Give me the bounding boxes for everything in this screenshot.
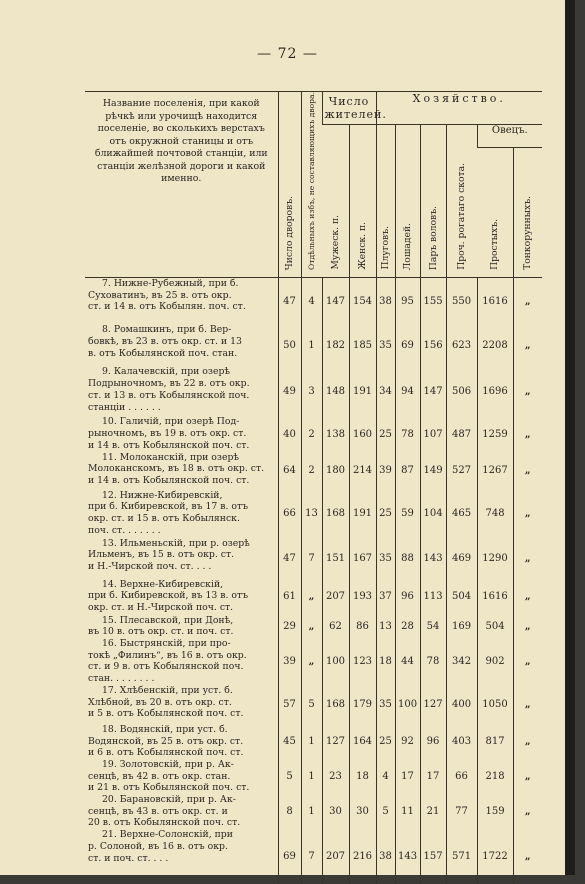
- cell-tonk: „: [513, 366, 542, 416]
- cell-prost: 748: [477, 490, 513, 538]
- header-plugov: Плуговъ.: [376, 125, 395, 278]
- cell-proch: 527: [446, 452, 477, 490]
- cell-muzh: 23: [322, 759, 349, 794]
- cell-otdel: 5: [301, 685, 322, 724]
- description-line: бовкѣ, въ 23 в. отъ окр. ст. и 13: [88, 336, 242, 348]
- cell-plugov: 5: [376, 794, 395, 829]
- settlement-description: [85, 638, 278, 685]
- description-line: ст. и 14 в. отъ Кобылян. поч. ст.: [88, 301, 246, 313]
- cell-otdel: 13: [301, 490, 322, 538]
- cell-volov: 21: [420, 794, 446, 829]
- description-line: и 21 в. отъ Кобылянской поч. ст.: [88, 782, 250, 794]
- settlement-description: [85, 366, 278, 416]
- description-line: Ильменъ, въ 15 в. отъ окр. ст.: [88, 549, 235, 561]
- table-row: [85, 452, 542, 490]
- table-row: [85, 759, 542, 794]
- cell-muzh: 148: [322, 366, 349, 416]
- cell-dvorov: 45: [278, 724, 301, 759]
- table-row: [85, 324, 542, 366]
- cell-plugov: 38: [376, 829, 395, 884]
- description-line: сенцѣ, въ 42 в. отъ окр. стан.: [88, 770, 231, 782]
- cell-dvorov: 47: [278, 277, 301, 324]
- cell-zhen: 185: [349, 324, 376, 366]
- cell-tonk: „: [513, 794, 542, 829]
- cell-proch: 465: [446, 490, 477, 538]
- cell-zhen: 216: [349, 829, 376, 884]
- description-line: 9. Калачевскій, при озерѣ: [102, 366, 231, 378]
- cell-tonk: „: [513, 579, 542, 615]
- cell-zhen: 191: [349, 490, 376, 538]
- description-line: 12. Нижне-Кибиревскій,: [102, 489, 223, 501]
- description-line: 14. Верхне-Кибиревскій,: [102, 578, 224, 590]
- description-line: 15. Плесавской, при Донѣ,: [102, 614, 234, 626]
- cell-tonk: „: [513, 759, 542, 794]
- cell-losh: 95: [395, 277, 420, 324]
- cell-tonk: „: [513, 615, 542, 638]
- cell-prost: 159: [477, 794, 513, 829]
- description-line: р. Солоной, въ 16 в. отъ окр.: [88, 840, 228, 852]
- cell-plugov: 25: [376, 724, 395, 759]
- description-line: 11. Молоканскій, при озерѣ: [102, 451, 240, 463]
- cell-losh: 11: [395, 794, 420, 829]
- table-row: [85, 416, 542, 451]
- cell-dvorov: 61: [278, 579, 301, 615]
- description-line: окр. ст. и 15 в. отъ Кобылянск.: [88, 512, 240, 524]
- cell-losh: 143: [395, 829, 420, 884]
- cell-otdel: 2: [301, 416, 322, 451]
- cell-muzh: 62: [322, 615, 349, 638]
- settlement-description: [85, 490, 278, 538]
- cell-proch: 506: [446, 366, 477, 416]
- cell-muzh: 168: [322, 685, 349, 724]
- description-line: 20 в. отъ Кобылянской поч. ст.: [88, 817, 241, 829]
- header-prostykh: Простыхъ.: [477, 147, 513, 277]
- description-line: стан. . . . . . . .: [88, 673, 155, 685]
- table-row: [85, 724, 542, 759]
- cell-zhen: 179: [349, 685, 376, 724]
- cell-losh: 59: [395, 490, 420, 538]
- cell-plugov: 25: [376, 416, 395, 451]
- cell-dvorov: 8: [278, 794, 301, 829]
- cell-muzh: 180: [322, 452, 349, 490]
- cell-tonk: „: [513, 490, 542, 538]
- cell-plugov: 35: [376, 685, 395, 724]
- header-loshadey: Лошадей.: [395, 125, 420, 278]
- cell-proch: 623: [446, 324, 477, 366]
- header-otdelnykh-izb: Отдѣльныхъ избъ, не составляющихъ двора.: [301, 92, 322, 278]
- cell-muzh: 127: [322, 724, 349, 759]
- cell-otdel: 1: [301, 759, 322, 794]
- cell-plugov: 38: [376, 277, 395, 324]
- description-line: сенцѣ, въ 43 в. отъ окр. ст. и: [88, 805, 228, 817]
- cell-otdel: „: [301, 579, 322, 615]
- settlement-description: [85, 685, 278, 724]
- description-line: 20. Барановскій, при р. Ак-: [102, 794, 236, 806]
- cell-plugov: 37: [376, 579, 395, 615]
- description-line: при б. Кибиревской, въ 13 в. отъ: [88, 590, 249, 602]
- cell-proch: 403: [446, 724, 477, 759]
- description-line: 13. Ильменьскій, при р. озерѣ: [102, 537, 250, 549]
- cell-plugov: 25: [376, 490, 395, 538]
- cell-prost: 1696: [477, 366, 513, 416]
- cell-plugov: 39: [376, 452, 395, 490]
- cell-volov: 54: [420, 615, 446, 638]
- cell-zhen: 214: [349, 452, 376, 490]
- description-line: Водянской, въ 25 в. отъ окр. ст.: [88, 735, 244, 747]
- header-tonkorunnykh: Тонкорунныхъ.: [513, 147, 542, 277]
- cell-losh: 100: [395, 685, 420, 724]
- cell-proch: 550: [446, 277, 477, 324]
- table-row: [85, 615, 542, 638]
- cell-prost: 1267: [477, 452, 513, 490]
- table-row: [85, 579, 542, 615]
- cell-plugov: 34: [376, 366, 395, 416]
- table-row: [85, 277, 542, 324]
- cell-losh: 88: [395, 538, 420, 579]
- description-line: и 14 в. отъ Кобылянской поч. ст.: [88, 439, 250, 451]
- cell-proch: 169: [446, 615, 477, 638]
- cell-plugov: 35: [376, 324, 395, 366]
- cell-proch: 504: [446, 579, 477, 615]
- cell-losh: 28: [395, 615, 420, 638]
- cell-otdel: 7: [301, 538, 322, 579]
- cell-proch: 77: [446, 794, 477, 829]
- cell-muzh: 151: [322, 538, 349, 579]
- header-volov: Паръ воловъ.: [420, 125, 446, 278]
- table-row: [85, 685, 542, 724]
- settlement-description: [85, 416, 278, 451]
- page-edge: [565, 0, 575, 875]
- cell-tonk: „: [513, 324, 542, 366]
- cell-zhen: 86: [349, 615, 376, 638]
- table-row: [85, 490, 542, 538]
- cell-plugov: 18: [376, 638, 395, 685]
- cell-otdel: 1: [301, 794, 322, 829]
- cell-muzh: 207: [322, 829, 349, 884]
- cell-muzh: 138: [322, 416, 349, 451]
- cell-losh: 94: [395, 366, 420, 416]
- cell-prost: 218: [477, 759, 513, 794]
- cell-otdel: 3: [301, 366, 322, 416]
- cell-prost: 504: [477, 615, 513, 638]
- cell-proch: 487: [446, 416, 477, 451]
- description-line: поч. ст. . . . . . .: [88, 524, 161, 536]
- cell-losh: 69: [395, 324, 420, 366]
- description-line: при б. Кибиревской, въ 17 в. отъ: [88, 501, 249, 513]
- description-line: 10. Галичій, при озерѣ Под-: [102, 416, 240, 428]
- cell-losh: 78: [395, 416, 420, 451]
- description-line: и 5 в. отъ Кобылянской поч. ст.: [88, 708, 244, 720]
- description-line: Хлѣбной, въ 20 в. отъ окр. ст.: [88, 696, 232, 708]
- settlement-description: [85, 579, 278, 615]
- settlement-description: [85, 759, 278, 794]
- description-line: Подрыночномъ, въ 22 в. отъ окр.: [88, 378, 250, 390]
- description-line: станціи . . . . . .: [88, 401, 161, 413]
- cell-dvorov: 66: [278, 490, 301, 538]
- description-line: 7. Нижне-Рубежный, при б.: [102, 277, 239, 289]
- table-row: [85, 794, 542, 829]
- cell-tonk: „: [513, 685, 542, 724]
- header-muzh: Мужеск. п.: [322, 125, 349, 278]
- cell-prost: 1290: [477, 538, 513, 579]
- cell-volov: 147: [420, 366, 446, 416]
- description-line: въ 10 в. отъ окр. ст. и поч. ст.: [88, 626, 234, 638]
- cell-dvorov: 50: [278, 324, 301, 366]
- settlement-description: [85, 277, 278, 324]
- page-number: — 72 —: [257, 46, 318, 62]
- cell-proch: 469: [446, 538, 477, 579]
- cell-zhen: 167: [349, 538, 376, 579]
- description-line: и 6 в. отъ Кобылянской поч. ст.: [88, 747, 244, 759]
- cell-prost: 1722: [477, 829, 513, 884]
- settlement-description: [85, 452, 278, 490]
- cell-dvorov: 69: [278, 829, 301, 884]
- table-row: [85, 366, 542, 416]
- cell-zhen: 191: [349, 366, 376, 416]
- description-line: и Н.-Чирской поч. ст. . . .: [88, 560, 212, 572]
- description-line: 18. Водянскій, при уст. б.: [102, 723, 228, 735]
- settlement-description: [85, 724, 278, 759]
- description-line: 17. Хлѣбенскій, при уст. б.: [102, 684, 233, 696]
- cell-volov: 156: [420, 324, 446, 366]
- cell-losh: 17: [395, 759, 420, 794]
- description-line: Суховатинъ, въ 25 в. отъ окр.: [88, 289, 232, 301]
- cell-zhen: 193: [349, 579, 376, 615]
- table-row: [85, 638, 542, 685]
- cell-volov: 127: [420, 685, 446, 724]
- cell-tonk: „: [513, 538, 542, 579]
- cell-dvorov: 49: [278, 366, 301, 416]
- description-line: ст. и поч. ст. . . .: [88, 852, 169, 864]
- cell-otdel: 1: [301, 724, 322, 759]
- cell-volov: 149: [420, 452, 446, 490]
- cell-otdel: 7: [301, 829, 322, 884]
- cell-dvorov: 64: [278, 452, 301, 490]
- cell-plugov: 13: [376, 615, 395, 638]
- header-ovets: Овецъ.: [477, 125, 542, 148]
- cell-zhen: 160: [349, 416, 376, 451]
- cell-dvorov: 5: [278, 759, 301, 794]
- cell-losh: 96: [395, 579, 420, 615]
- cell-dvorov: 47: [278, 538, 301, 579]
- cell-proch: 342: [446, 638, 477, 685]
- cell-zhen: 18: [349, 759, 376, 794]
- cell-prost: 902: [477, 638, 513, 685]
- settlement-description: [85, 324, 278, 366]
- cell-prost: 1259: [477, 416, 513, 451]
- cell-proch: 400: [446, 685, 477, 724]
- cell-dvorov: 40: [278, 416, 301, 451]
- header-proch-skota: Проч. рогатаго скота.: [446, 125, 477, 278]
- cell-losh: 87: [395, 452, 420, 490]
- cell-prost: 1616: [477, 579, 513, 615]
- cell-prost: 817: [477, 724, 513, 759]
- cell-muzh: 100: [322, 638, 349, 685]
- cell-tonk: „: [513, 724, 542, 759]
- description-line: 19. Золотовскій, при р. Ак-: [102, 758, 234, 770]
- cell-muzh: 207: [322, 579, 349, 615]
- description-line: и 14 в. отъ Кобылянской поч. ст.: [88, 474, 250, 486]
- cell-losh: 92: [395, 724, 420, 759]
- cell-dvorov: 57: [278, 685, 301, 724]
- cell-volov: 155: [420, 277, 446, 324]
- cell-otdel: 1: [301, 324, 322, 366]
- description-line: токѣ „Филинъ“, въ 16 в. отъ окр.: [88, 649, 247, 661]
- description-line: ст. и 13 в. отъ Кобылянской поч.: [88, 389, 250, 401]
- description-line: в. отъ Кобылянской поч. стан.: [88, 347, 238, 359]
- header-dvorov: Число дворовъ.: [278, 92, 301, 278]
- cell-volov: 157: [420, 829, 446, 884]
- cell-muzh: 30: [322, 794, 349, 829]
- cell-muzh: 168: [322, 490, 349, 538]
- cell-zhen: 123: [349, 638, 376, 685]
- cell-zhen: 164: [349, 724, 376, 759]
- cell-volov: 107: [420, 416, 446, 451]
- cell-otdel: 2: [301, 452, 322, 490]
- cell-tonk: „: [513, 277, 542, 324]
- cell-dvorov: 29: [278, 615, 301, 638]
- cell-otdel: „: [301, 638, 322, 685]
- cell-volov: 78: [420, 638, 446, 685]
- cell-losh: 44: [395, 638, 420, 685]
- header-zhensk: Женск. п.: [349, 125, 376, 278]
- description-line: ст. и 9 в. отъ Кобылянской поч.: [88, 661, 244, 673]
- description-line: окр. ст. и Н.-Чирской поч. ст.: [88, 601, 234, 613]
- cell-tonk: „: [513, 416, 542, 451]
- cell-muzh: 182: [322, 324, 349, 366]
- cell-volov: 104: [420, 490, 446, 538]
- cell-muzh: 147: [322, 277, 349, 324]
- settlement-description: [85, 538, 278, 579]
- cell-proch: 66: [446, 759, 477, 794]
- cell-zhen: 30: [349, 794, 376, 829]
- cell-dvorov: 39: [278, 638, 301, 685]
- cell-proch: 571: [446, 829, 477, 884]
- cell-plugov: 4: [376, 759, 395, 794]
- cell-tonk: „: [513, 638, 542, 685]
- settlement-description: [85, 615, 278, 638]
- cell-volov: 17: [420, 759, 446, 794]
- description-line: 16. Быстрянскій, при про-: [102, 637, 231, 649]
- cell-prost: 1616: [477, 277, 513, 324]
- description-line: Молоканскомъ, въ 18 в. отъ окр. ст.: [88, 463, 265, 475]
- description-line: рыночномъ, въ 19 в. отъ окр. ст.: [88, 428, 247, 440]
- header-zhiteley: Число жителей.: [322, 92, 376, 125]
- table-row: [85, 829, 542, 884]
- cell-plugov: 35: [376, 538, 395, 579]
- cell-prost: 1050: [477, 685, 513, 724]
- cell-volov: 113: [420, 579, 446, 615]
- cell-tonk: „: [513, 829, 542, 884]
- description-line: 21. Верхне-Солонскій, при: [102, 829, 233, 841]
- cell-volov: 143: [420, 538, 446, 579]
- statistics-table: [85, 91, 542, 884]
- header-name-column: Название поселенія, при какой рѣчкѣ или урочищѣ находится поселеніе, во сколькихъ верстахъ отъ окружной станицы и отъ ближайшей почтовой станціи, или станціи желѣзной дороги и какой именно.: [85, 92, 278, 278]
- cell-prost: 2208: [477, 324, 513, 366]
- cell-otdel: 4: [301, 277, 322, 324]
- cell-otdel: „: [301, 615, 322, 638]
- header-hozyaystvo: Хозяйство.: [376, 92, 542, 125]
- table-row: [85, 538, 542, 579]
- cell-volov: 96: [420, 724, 446, 759]
- cell-zhen: 154: [349, 277, 376, 324]
- description-line: 8. Ромашкинъ, при б. Вер-: [102, 324, 232, 336]
- settlement-description: [85, 829, 278, 884]
- cell-tonk: „: [513, 452, 542, 490]
- settlement-description: [85, 794, 278, 829]
